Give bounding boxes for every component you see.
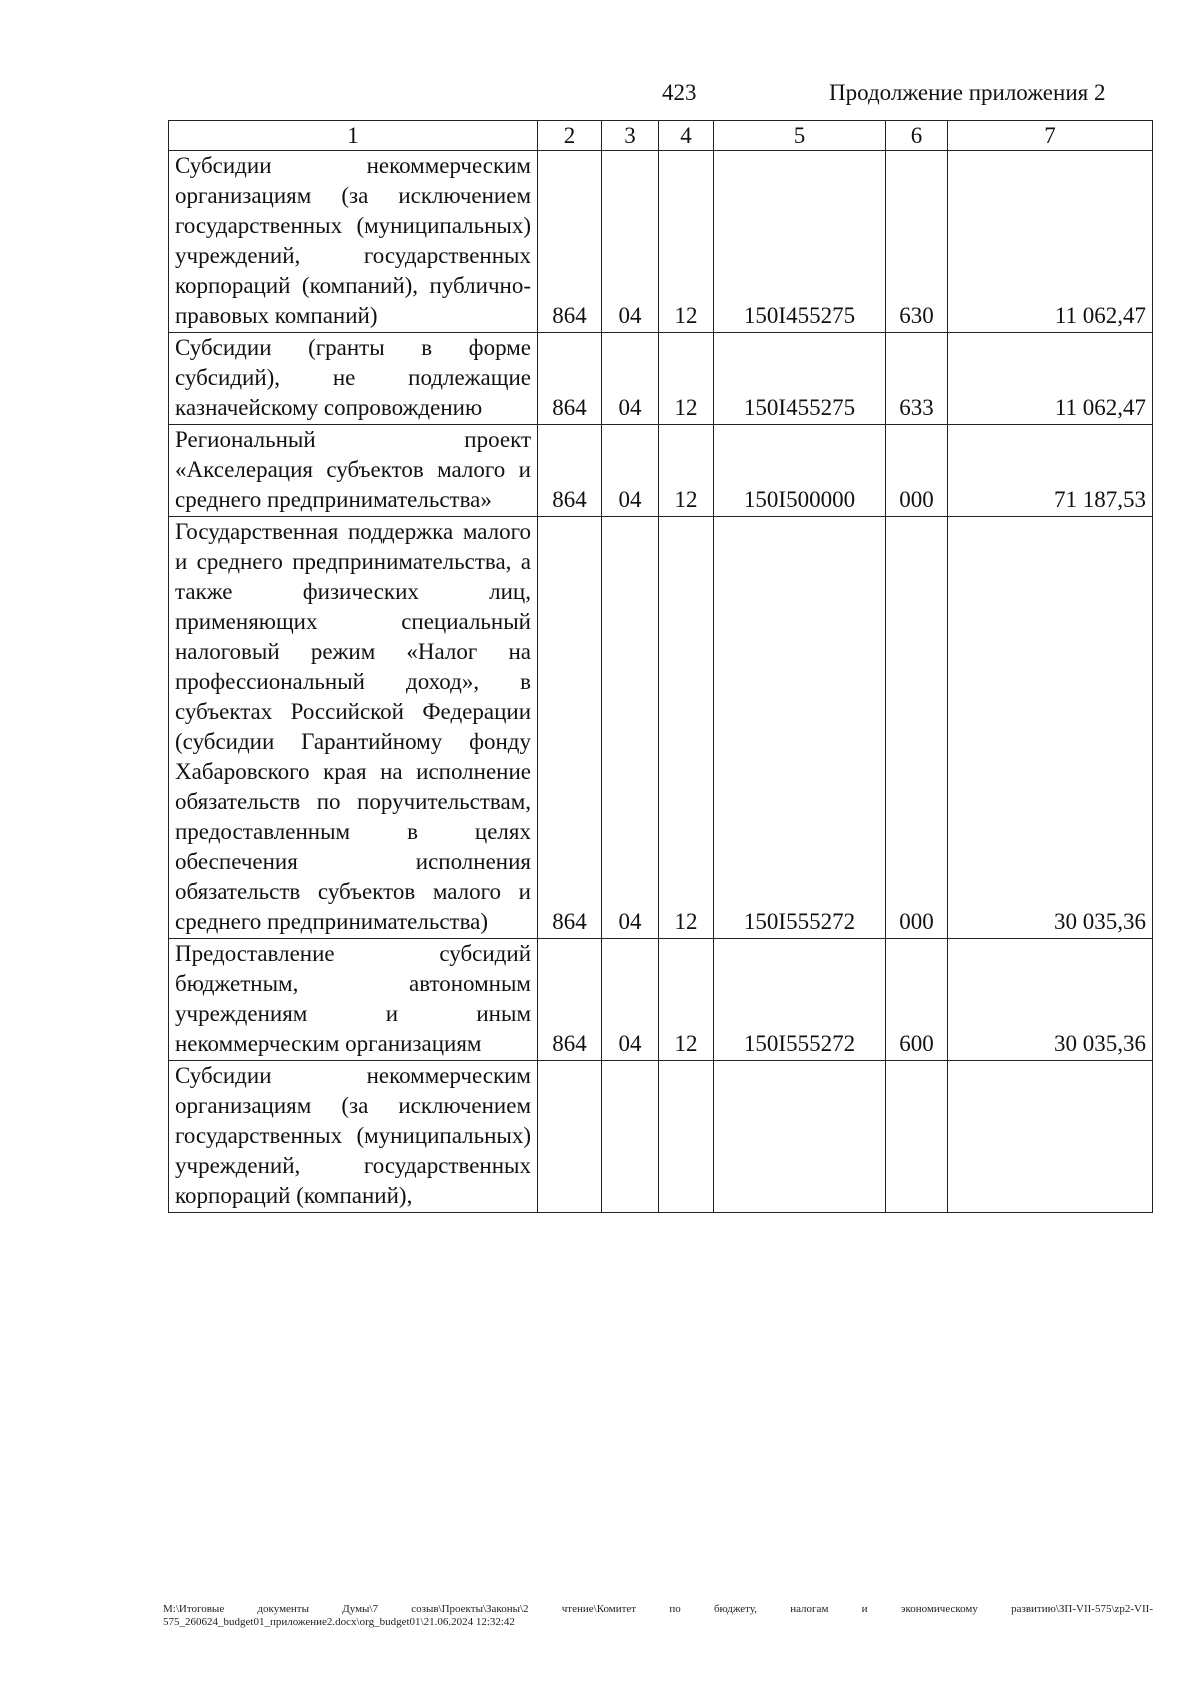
table-row [169, 1061, 1153, 1213]
table-cell: 12 [659, 517, 714, 939]
table-cell: 630 [886, 151, 948, 333]
column-header: 7 [948, 121, 1153, 151]
amount-cell [948, 1061, 1153, 1213]
table-cell: 864 [538, 151, 602, 333]
table-cell: 04 [602, 939, 659, 1061]
table-cell: 864 [538, 517, 602, 939]
row-name: Государственная поддержка малого и среднего предпринимательства, а также физических лиц, применяющих специальный налоговый режим «Налог на профессиональный доход», в субъектах Российской Федерации (субсидии Гарантийному фонду Хабаровского края на исполнение обязательств по поручительствам, предоставленным в целях обеспечения исполнения обязательств субъектов малого и среднего предпринимательства) [169, 517, 538, 939]
table-cell: 04 [602, 151, 659, 333]
amount-cell: 71 187,53 [948, 425, 1153, 517]
table-cell [659, 1061, 714, 1213]
column-header: 6 [886, 121, 948, 151]
table-row [169, 333, 1153, 425]
table-cell: 12 [659, 151, 714, 333]
budget-table [168, 120, 1153, 1213]
page-number: 423 [662, 80, 697, 105]
table-cell [538, 1061, 602, 1213]
column-header: 4 [659, 121, 714, 151]
table-row [169, 151, 1153, 333]
table-row [169, 425, 1153, 517]
amount-cell: 11 062,47 [948, 333, 1153, 425]
table-cell: 150I500000 [714, 425, 886, 517]
table-cell: 04 [602, 425, 659, 517]
table-cell: 150I555272 [714, 939, 886, 1061]
column-header: 1 [169, 121, 538, 151]
row-name: Региональный проект «Акселерация субъектов малого и среднего предпринимательства» [169, 425, 538, 517]
table-cell: 12 [659, 333, 714, 425]
footer-file-path: M:\Итоговые документы Думы\7 созыв\Проекты\Законы\2 чтение\Комитет по бюджету, налогам и экономическому развитию\ЗП-VII-575\zp2-VII-575_260624_budget01_приложение2.docx\org_budget01\21.06.2024 12:32:42 [163, 1603, 1153, 1628]
amount-cell: 30 035,36 [948, 939, 1153, 1061]
table-cell: 000 [886, 425, 948, 517]
table-cell [602, 1061, 659, 1213]
table-cell [714, 1061, 886, 1213]
table-cell: 864 [538, 425, 602, 517]
table-cell: 150I455275 [714, 333, 886, 425]
table-cell: 12 [659, 425, 714, 517]
table-cell: 864 [538, 333, 602, 425]
amount-cell: 30 035,36 [948, 517, 1153, 939]
table-cell: 864 [538, 939, 602, 1061]
row-name: Субсидии некоммерческим организациям (за исключением государственных (муниципальных) учреждений, государственных корпораций (компаний), [169, 1061, 538, 1213]
table-cell: 04 [602, 333, 659, 425]
column-header: 5 [714, 121, 886, 151]
row-name: Субсидии некоммерческим организациям (за исключением государственных (муниципальных) учреждений, государственных корпораций (компаний), публично-правовых компаний) [169, 151, 538, 333]
table-row [169, 939, 1153, 1061]
table-cell [886, 1061, 948, 1213]
row-name: Предоставление субсидий бюджетным, автономным учреждениям и иным некоммерческим организациям [169, 939, 538, 1061]
table-row [169, 517, 1153, 939]
table-cell: 633 [886, 333, 948, 425]
table-cell: 12 [659, 939, 714, 1061]
table-cell: 04 [602, 517, 659, 939]
header-row [169, 121, 1153, 151]
table-cell: 150I455275 [714, 151, 886, 333]
table-cell: 150I555272 [714, 517, 886, 939]
column-header: 2 [538, 121, 602, 151]
table-cell: 600 [886, 939, 948, 1061]
amount-cell: 11 062,47 [948, 151, 1153, 333]
column-header: 3 [602, 121, 659, 151]
table-cell: 000 [886, 517, 948, 939]
continuation-label: Продолжение приложения 2 [829, 80, 1106, 105]
row-name: Субсидии (гранты в форме субсидий), не подлежащие казначейскому сопровождению [169, 333, 538, 425]
